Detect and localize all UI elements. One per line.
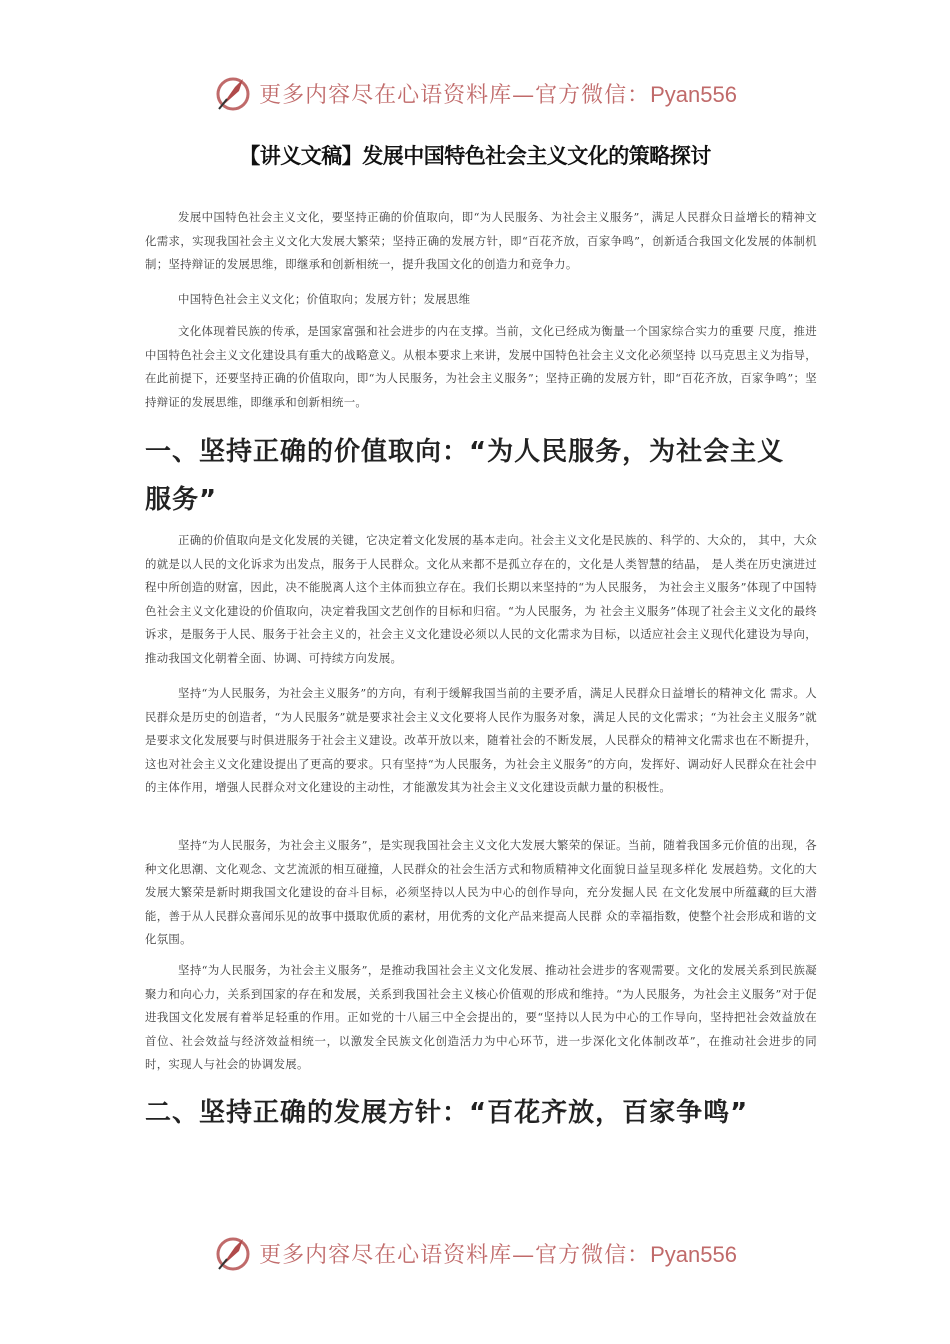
section-1-heading: 一、坚持正确的价值取向：“为人民服务，为社会主义服务” xyxy=(145,437,785,515)
intro-paragraph: 文化体现着民族的传承，是国家富强和社会进步的内在支撑。当前，文化已经成为衡量一个国家综合实力的重要 尺度，推进中国特色社会主义文化建设具有重大的战略意义。从根本要求上来讲，发展中国特色社会主义文化必须坚持 以马克思主义为指导，在此前提下，还要坚持正确的价值取向，即“为人民服务，为社会主义服务”；坚持正确的发展方针，即“百花齐放，百家争鸣”；坚持辩证的发展思维，即继承和创新相统一。 xyxy=(145,324,817,409)
section-1-paragraph-1: 正确的价值取向是文化发展的关键，它决定着文化发展的基本走向。社会主义文化是民族的、科学的、大众的， 其中，大众的就是以人民的文化诉求为出发点，服务于人民群众。文化从来都不是孤立存在的，文化是人类智慧的结晶， 是人类在历史演进过程中所创造的财富，因此，决不能脱离人这个主体而独立存在。我们长期以来坚持的“为人民服务， 为社会主义服务”体现了中国特色社会主义文化建设的价值取向，决定着我国文艺创作的目标和归宿。“为人民服务，为 社会主义服务”体现了社会主义文化的最终诉求，是服务于人民、服务于社会主义的，社会主义文化建设必须以人民的文化需求为目标，以适应社会主义现代化建设为导向，推动我国文化朝着全面、协调、可持续方向发展。 xyxy=(145,533,817,665)
banner-text: 更多内容尽在心语资料库—官方微信：Pyan556 xyxy=(259,1241,737,1268)
quill-logo-icon xyxy=(213,1233,253,1273)
keywords-paragraph: 中国特色社会主义文化；价值取向；发展方针；发展思维 xyxy=(178,292,471,306)
wechat-handle: Pyan556 xyxy=(650,1241,737,1267)
header-banner xyxy=(0,69,950,117)
section-1-paragraph-3: 坚持“为人民服务，为社会主义服务”，是实现我国社会主义文化大发展大繁荣的保证。当前，随着我国多元价值的出现，各种文化思潮、文化观念、文艺流派的相互碰撞，人民群众的社会生活方式和物质精神文化面貌日益呈现多样化 发展趋势。文化的大发展大繁荣是新时期我国文化建设的奋斗目标，必须坚持以人民为中心的创作导向，充分发掘人民 在文化发展中所蕴藏的巨大潜能，善于从人民群众喜闻乐见的故事中摄取优质的素材，用优秀的文化产品来提高人民群 众的幸福指数，使整个社会形成和谐的文化氛围。 xyxy=(145,838,817,947)
quill-logo-icon xyxy=(213,73,253,113)
section-2-heading: 二、坚持正确的发展方针：“百花齐放，百家争鸣” xyxy=(145,1098,749,1128)
abstract-paragraph: 发展中国特色社会主义文化，要坚持正确的价值取向，即“为人民服务、为社会主义服务”，满足人民群众日益增长的精神文化需求，实现我国社会主义文化大发展大繁荣；坚持正确的发展方针，即“百花齐放，百家争鸣”，创新适合我国文化发展的体制机制；坚持辩证的发展思维，即继承和创新相统一，提升我国文化的创造力和竞争力。 xyxy=(145,210,817,272)
section-1-paragraph-4: 坚持“为人民服务，为社会主义服务”，是推动我国社会主义文化发展、推动社会进步的客观需要。文化的发展关系到民族凝聚力和向心力，关系到国家的存在和发展，关系到我国社会主义核心价值观的形成和维持。“为人民服务，为社会主义服务”对于促进我国文化发展有着举足轻重的作用。正如党的十八届三中全会提出的，要“坚持以人民为中心的工作导向，坚持把社会效益放在首位、社会效益与经济效益相统一，以激发全民族文化创造活力为中心环节，进一步深化文化体制改革”，在推动社会进步的同时，实现人与社会的协调发展。 xyxy=(145,963,817,1072)
footer-banner xyxy=(0,1229,950,1277)
banner-text: 更多内容尽在心语资料库—官方微信：Pyan556 xyxy=(259,81,737,108)
document-title: 【讲义文稿】发展中国特色社会主义文化的策略探讨 xyxy=(239,144,711,168)
wechat-handle: Pyan556 xyxy=(650,81,737,107)
section-1-paragraph-2: 坚持“为人民服务，为社会主义服务”的方向，有利于缓解我国当前的主要矛盾，满足人民群众日益增长的精神文化 需求。人民群众是历史的创造者，“为人民服务”就是要求社会主义文化要将人民作为服务对象，满足人民的文化需求；“为社会主义服务”就是要求文化发展要与时俱进服务于社会主义建设。改革开放以来，随着社会的不断发展，人民群众的精神文化需求也在不断提升，这也对社会主义文化建设提出了更高的要求。只有坚持“为人民服务，为社会主义服务”的方向，发挥好、调动好人民群众在社会中的主体作用，增强人民群众对文化建设的主动性，才能激发其为社会主义文化建设贡献力量的积极性。 xyxy=(145,686,817,795)
